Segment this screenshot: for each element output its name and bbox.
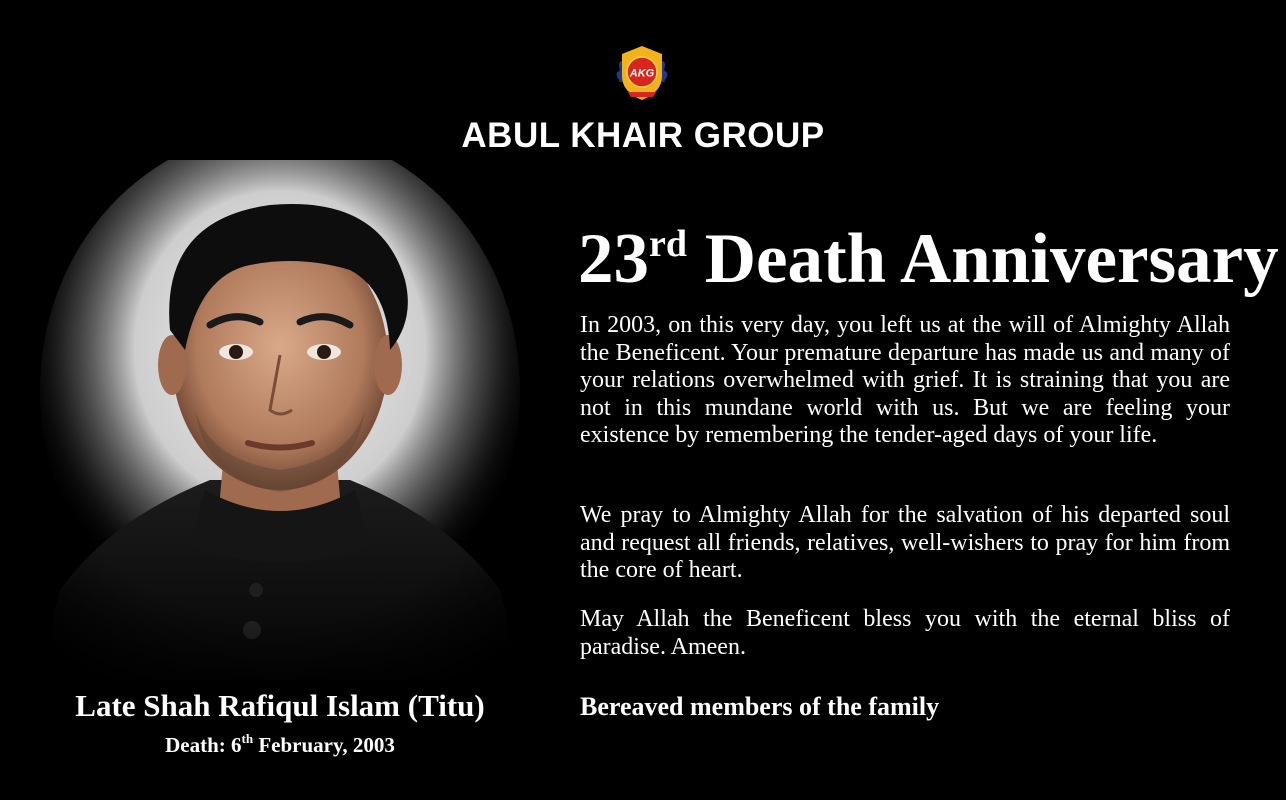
- group-name: ABUL KHAIR GROUP: [461, 116, 825, 155]
- signoff: Bereaved members of the family: [580, 692, 940, 721]
- heading-text: Death Anniversary: [687, 220, 1279, 298]
- heading-ordinal: rd: [649, 223, 687, 265]
- death-month-year: February, 2003: [253, 733, 395, 757]
- anniversary-heading: [578, 204, 1279, 299]
- portrait-photo: [20, 160, 540, 680]
- deceased-name: Late Shah Rafiqul Islam (Titu): [75, 688, 485, 723]
- death-label: Death: 6: [165, 733, 242, 757]
- blessing-paragraph: May Allah the Beneficent bless you with the eternal bliss of paradise. Ameen.: [580, 606, 1230, 660]
- death-date: [20, 732, 540, 758]
- prayer-paragraph: We pray to Almighty Allah for the salvation of his departed soul and request all friends, relatives, well-wishers to pray for him from the core of heart.: [580, 502, 1230, 583]
- logo-letters: AKG: [629, 67, 655, 80]
- tribute-paragraph: In 2003, on this very day, you left us at the will of Almighty Allah the Beneficent. Your premature departure has made us and many of your relations overwhelmed with grief. It is straining that you are not in this mundane world with us. But we are feeling your existence by remembering the tender-aged days of your life.: [580, 312, 1230, 448]
- death-ordinal: th: [241, 731, 254, 746]
- heading-number: 23: [578, 220, 649, 298]
- group-logo-icon: [611, 42, 673, 104]
